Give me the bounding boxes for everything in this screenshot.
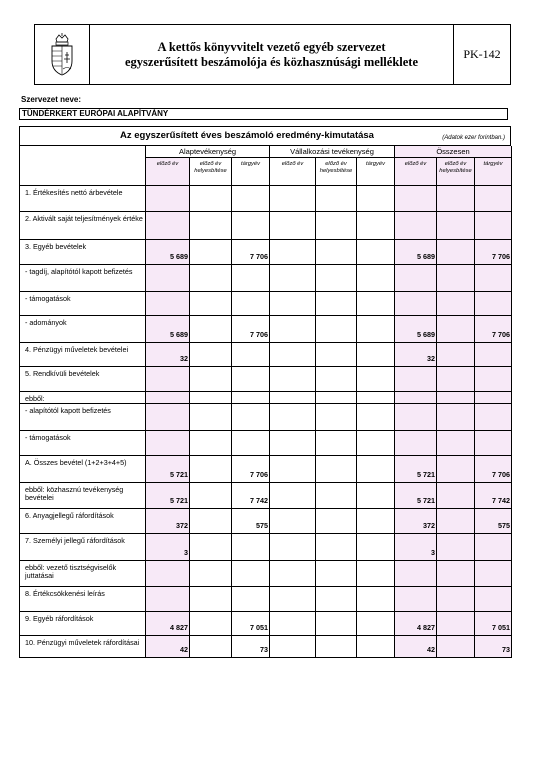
value-cell[interactable] xyxy=(232,367,270,392)
form-title xyxy=(90,25,454,84)
value-cell[interactable] xyxy=(232,636,270,658)
row-label: 1. Értékesítés nettó árbevétele xyxy=(20,186,146,212)
value-cell[interactable] xyxy=(437,265,475,292)
value-cell[interactable] xyxy=(437,343,475,367)
cell-value: 5 721 xyxy=(417,470,435,479)
cell-value: 7 706 xyxy=(492,470,510,479)
value-cell[interactable] xyxy=(357,265,395,292)
row-label: - adományok xyxy=(20,316,146,343)
value-cell[interactable] xyxy=(190,431,232,456)
value-cell[interactable] xyxy=(190,456,232,483)
cell-value: 42 xyxy=(180,645,188,654)
value-cell[interactable] xyxy=(270,343,316,367)
form-header xyxy=(34,24,511,85)
value-cell[interactable] xyxy=(232,240,270,265)
table-grid xyxy=(19,146,511,658)
coat-of-arms-icon xyxy=(35,25,90,84)
value-cell[interactable] xyxy=(316,483,357,509)
group-header-1: Vállalkozási tevékenység xyxy=(270,146,395,158)
cell-value: 372 xyxy=(423,521,435,530)
cell-value: 575 xyxy=(256,521,268,530)
row-label: - támogatások xyxy=(20,431,146,456)
cell-value: 7 051 xyxy=(250,623,268,632)
value-cell[interactable] xyxy=(475,431,512,456)
value-cell[interactable] xyxy=(146,186,190,212)
value-cell[interactable] xyxy=(270,240,316,265)
value-cell[interactable] xyxy=(475,392,512,404)
value-cell[interactable] xyxy=(316,265,357,292)
value-cell[interactable] xyxy=(232,186,270,212)
subheader-4: előző év xyxy=(270,158,316,186)
cell-value: 7 706 xyxy=(492,252,510,261)
value-cell[interactable] xyxy=(395,343,437,367)
value-cell[interactable] xyxy=(270,534,316,561)
value-cell[interactable] xyxy=(146,431,190,456)
value-cell[interactable] xyxy=(395,612,437,636)
row-label: ebből: vezető tisztségviselők juttatásai xyxy=(20,561,146,587)
row-label: ebből: xyxy=(20,392,146,404)
value-cell[interactable] xyxy=(270,316,316,343)
value-cell[interactable] xyxy=(146,587,190,612)
value-cell[interactable] xyxy=(437,404,475,431)
value-cell[interactable] xyxy=(146,456,190,483)
value-cell[interactable] xyxy=(270,367,316,392)
value-cell[interactable] xyxy=(270,636,316,658)
value-cell[interactable] xyxy=(190,392,232,404)
row-label: - támogatások xyxy=(20,292,146,316)
value-cell[interactable] xyxy=(232,316,270,343)
value-cell[interactable] xyxy=(270,587,316,612)
value-cell[interactable] xyxy=(190,636,232,658)
value-cell[interactable] xyxy=(190,612,232,636)
value-cell[interactable] xyxy=(395,483,437,509)
value-cell[interactable] xyxy=(475,367,512,392)
cell-value: 42 xyxy=(427,645,435,654)
cell-value: 3 xyxy=(431,548,435,557)
value-cell[interactable] xyxy=(437,509,475,534)
value-cell[interactable] xyxy=(316,587,357,612)
row-label: 4. Pénzügyi műveletek bevételei xyxy=(20,343,146,367)
cell-value: 7 706 xyxy=(250,330,268,339)
value-cell[interactable] xyxy=(357,612,395,636)
value-cell[interactable] xyxy=(232,404,270,431)
value-cell[interactable] xyxy=(190,343,232,367)
row-label: 9. Egyéb ráfordítások xyxy=(20,612,146,636)
cell-value: 5 689 xyxy=(417,252,435,261)
organization-name-field[interactable]: TÜNDÉRKERT EURÓPAI ALAPÍTVÁNY xyxy=(19,108,508,120)
value-cell[interactable] xyxy=(270,509,316,534)
cell-value: 7 706 xyxy=(250,470,268,479)
value-cell[interactable] xyxy=(146,612,190,636)
value-cell[interactable] xyxy=(316,404,357,431)
value-cell[interactable] xyxy=(316,392,357,404)
value-cell[interactable] xyxy=(316,509,357,534)
value-cell[interactable] xyxy=(475,240,512,265)
value-cell[interactable] xyxy=(146,240,190,265)
value-cell[interactable] xyxy=(232,561,270,587)
value-cell[interactable] xyxy=(475,509,512,534)
value-cell[interactable] xyxy=(190,212,232,240)
row-label: 5. Rendkívüli bevételek xyxy=(20,367,146,392)
value-cell[interactable] xyxy=(475,316,512,343)
value-cell[interactable] xyxy=(357,431,395,456)
value-cell[interactable] xyxy=(190,367,232,392)
value-cell[interactable] xyxy=(190,316,232,343)
value-cell[interactable] xyxy=(395,212,437,240)
value-cell[interactable] xyxy=(146,404,190,431)
value-cell[interactable] xyxy=(270,431,316,456)
value-cell[interactable] xyxy=(190,265,232,292)
row-label: A. Összes bevétel (1+2+3+4+5) xyxy=(20,456,146,483)
value-cell[interactable] xyxy=(475,483,512,509)
value-cell[interactable] xyxy=(475,636,512,658)
subheader-8: előző év helyesbítése xyxy=(437,158,475,186)
value-cell[interactable] xyxy=(270,186,316,212)
cell-value: 32 xyxy=(427,354,435,363)
value-cell[interactable] xyxy=(357,561,395,587)
value-cell[interactable] xyxy=(190,587,232,612)
value-cell[interactable] xyxy=(190,561,232,587)
value-cell[interactable] xyxy=(437,456,475,483)
subheader-1: előző év xyxy=(146,158,190,186)
cell-value: 32 xyxy=(180,354,188,363)
value-cell[interactable] xyxy=(190,240,232,265)
value-cell[interactable] xyxy=(395,636,437,658)
value-cell[interactable] xyxy=(357,212,395,240)
value-cell[interactable] xyxy=(475,343,512,367)
value-cell[interactable] xyxy=(357,636,395,658)
value-cell[interactable] xyxy=(232,431,270,456)
value-cell[interactable] xyxy=(395,265,437,292)
value-cell[interactable] xyxy=(475,456,512,483)
value-cell[interactable] xyxy=(357,534,395,561)
value-cell[interactable] xyxy=(146,636,190,658)
form-title-line1: A kettős könyvvitelt vezető egyéb szervezet xyxy=(157,39,386,54)
row-label: 2. Aktivált saját teljesítmények értéke xyxy=(20,212,146,240)
row-label: ebből: közhasznú tevékenység bevételei xyxy=(20,483,146,509)
form-title-line2: egyszerűsített beszámolója és közhasznúsági melléklete xyxy=(125,54,418,69)
value-cell[interactable] xyxy=(270,404,316,431)
value-cell[interactable] xyxy=(475,265,512,292)
value-cell[interactable] xyxy=(146,292,190,316)
value-cell[interactable] xyxy=(316,612,357,636)
cell-value: 73 xyxy=(260,645,268,654)
group-header-2: Összesen xyxy=(395,146,512,158)
value-cell[interactable] xyxy=(316,367,357,392)
value-cell[interactable] xyxy=(395,240,437,265)
cell-value: 372 xyxy=(176,521,188,530)
cell-value: 5 689 xyxy=(170,252,188,261)
value-cell[interactable] xyxy=(437,212,475,240)
value-cell[interactable] xyxy=(475,292,512,316)
value-cell[interactable] xyxy=(270,292,316,316)
row-label: 3. Egyéb bevételek xyxy=(20,240,146,265)
value-cell[interactable] xyxy=(316,636,357,658)
value-cell[interactable] xyxy=(395,456,437,483)
value-cell[interactable] xyxy=(232,265,270,292)
row-label: - tagdíj, alapítótól kapott befizetés xyxy=(20,265,146,292)
value-cell[interactable] xyxy=(437,240,475,265)
subheader-9: tárgyév xyxy=(475,158,512,186)
cell-value: 7 706 xyxy=(250,252,268,261)
value-cell[interactable] xyxy=(146,265,190,292)
value-cell[interactable] xyxy=(437,561,475,587)
value-cell[interactable] xyxy=(475,612,512,636)
value-cell[interactable] xyxy=(316,534,357,561)
value-cell[interactable] xyxy=(316,212,357,240)
value-cell[interactable] xyxy=(270,392,316,404)
value-cell[interactable] xyxy=(270,265,316,292)
value-cell[interactable] xyxy=(232,483,270,509)
value-cell[interactable] xyxy=(316,316,357,343)
value-cell[interactable] xyxy=(395,587,437,612)
value-cell[interactable] xyxy=(475,534,512,561)
group-header-0: Alaptevékenység xyxy=(146,146,270,158)
value-cell[interactable] xyxy=(270,212,316,240)
value-cell[interactable] xyxy=(232,456,270,483)
value-cell[interactable] xyxy=(316,240,357,265)
value-cell[interactable] xyxy=(357,587,395,612)
cell-value: 7 742 xyxy=(250,496,268,505)
value-cell[interactable] xyxy=(357,240,395,265)
value-cell[interactable] xyxy=(357,316,395,343)
value-cell[interactable] xyxy=(437,431,475,456)
value-cell[interactable] xyxy=(475,186,512,212)
subheader-5: előző év helyesbítése xyxy=(316,158,357,186)
value-cell[interactable] xyxy=(357,456,395,483)
value-cell[interactable] xyxy=(146,561,190,587)
value-cell[interactable] xyxy=(316,456,357,483)
value-cell[interactable] xyxy=(395,534,437,561)
value-cell[interactable] xyxy=(395,392,437,404)
value-cell[interactable] xyxy=(437,636,475,658)
value-cell[interactable] xyxy=(395,367,437,392)
value-cell[interactable] xyxy=(357,392,395,404)
form-code: PK-142 xyxy=(463,47,501,61)
value-cell[interactable] xyxy=(146,483,190,509)
value-cell[interactable] xyxy=(395,292,437,316)
cell-value: 5 721 xyxy=(170,496,188,505)
cell-value: 7 742 xyxy=(492,496,510,505)
value-cell[interactable] xyxy=(232,534,270,561)
value-cell[interactable] xyxy=(437,483,475,509)
value-cell[interactable] xyxy=(475,212,512,240)
row-label: 10. Pénzügyi műveletek ráfordításai xyxy=(20,636,146,658)
value-cell[interactable] xyxy=(190,483,232,509)
value-cell[interactable] xyxy=(437,587,475,612)
header-label-cell xyxy=(20,146,146,186)
value-cell[interactable] xyxy=(270,561,316,587)
value-cell[interactable] xyxy=(437,292,475,316)
value-cell[interactable] xyxy=(232,392,270,404)
value-cell[interactable] xyxy=(395,509,437,534)
table-title-bar xyxy=(19,126,511,146)
cell-value: 575 xyxy=(498,521,510,530)
value-cell[interactable] xyxy=(437,392,475,404)
value-cell[interactable] xyxy=(437,367,475,392)
value-cell[interactable] xyxy=(395,316,437,343)
row-label: 8. Értékcsökkenési leírás xyxy=(20,587,146,612)
value-cell[interactable] xyxy=(190,292,232,316)
cell-value: 5 721 xyxy=(170,470,188,479)
value-cell[interactable] xyxy=(357,509,395,534)
cell-value: 7 706 xyxy=(492,330,510,339)
cell-value: 3 xyxy=(184,548,188,557)
value-cell[interactable] xyxy=(146,392,190,404)
value-cell[interactable] xyxy=(437,612,475,636)
cell-value: 5 721 xyxy=(417,496,435,505)
value-cell[interactable] xyxy=(146,509,190,534)
value-cell[interactable] xyxy=(146,367,190,392)
value-cell[interactable] xyxy=(232,212,270,240)
value-cell[interactable] xyxy=(316,186,357,212)
value-cell[interactable] xyxy=(232,292,270,316)
subheader-3: tárgyév xyxy=(232,158,270,186)
value-cell[interactable] xyxy=(316,561,357,587)
value-cell[interactable] xyxy=(232,343,270,367)
unit-note: (Adatok ezer forintban.) xyxy=(442,135,505,141)
value-cell[interactable] xyxy=(357,404,395,431)
value-cell[interactable] xyxy=(437,316,475,343)
value-cell[interactable] xyxy=(270,483,316,509)
value-cell[interactable] xyxy=(437,186,475,212)
cell-value: 5 689 xyxy=(417,330,435,339)
cell-value: 5 689 xyxy=(170,330,188,339)
value-cell[interactable] xyxy=(395,431,437,456)
table-title: Az egyszerűsített éves beszámoló eredmény-kimutatása xyxy=(120,130,374,141)
value-cell[interactable] xyxy=(190,186,232,212)
value-cell[interactable] xyxy=(146,212,190,240)
value-cell[interactable] xyxy=(475,561,512,587)
value-cell[interactable] xyxy=(357,292,395,316)
row-label: - alapítótól kapott befizetés xyxy=(20,404,146,431)
cell-value: 7 051 xyxy=(492,623,510,632)
value-cell[interactable] xyxy=(437,534,475,561)
row-label: 7. Személyi jellegű ráfordítások xyxy=(20,534,146,561)
value-cell[interactable] xyxy=(190,404,232,431)
value-cell[interactable] xyxy=(475,404,512,431)
value-cell[interactable] xyxy=(232,587,270,612)
value-cell[interactable] xyxy=(395,404,437,431)
cell-value: 4 827 xyxy=(170,623,188,632)
subheader-7: előző év xyxy=(395,158,437,186)
value-cell[interactable] xyxy=(232,509,270,534)
subheader-6: tárgyév xyxy=(357,158,395,186)
value-cell[interactable] xyxy=(270,612,316,636)
row-label: 6. Anyagjellegű ráfordítások xyxy=(20,509,146,534)
value-cell[interactable] xyxy=(146,316,190,343)
value-cell[interactable] xyxy=(357,367,395,392)
cell-value: 73 xyxy=(502,645,510,654)
value-cell[interactable] xyxy=(146,343,190,367)
value-cell[interactable] xyxy=(190,509,232,534)
value-cell[interactable] xyxy=(475,587,512,612)
value-cell[interactable] xyxy=(190,534,232,561)
subheader-2: előző év helyesbítése xyxy=(190,158,232,186)
value-cell[interactable] xyxy=(316,292,357,316)
value-cell[interactable] xyxy=(316,431,357,456)
value-cell[interactable] xyxy=(395,186,437,212)
value-cell[interactable] xyxy=(146,534,190,561)
value-cell[interactable] xyxy=(357,343,395,367)
value-cell[interactable] xyxy=(357,483,395,509)
value-cell[interactable] xyxy=(395,561,437,587)
organization-label: Szervezet neve: xyxy=(21,95,82,104)
cell-value: 4 827 xyxy=(417,623,435,632)
value-cell[interactable] xyxy=(232,612,270,636)
value-cell[interactable] xyxy=(357,186,395,212)
value-cell[interactable] xyxy=(316,343,357,367)
value-cell[interactable] xyxy=(270,456,316,483)
